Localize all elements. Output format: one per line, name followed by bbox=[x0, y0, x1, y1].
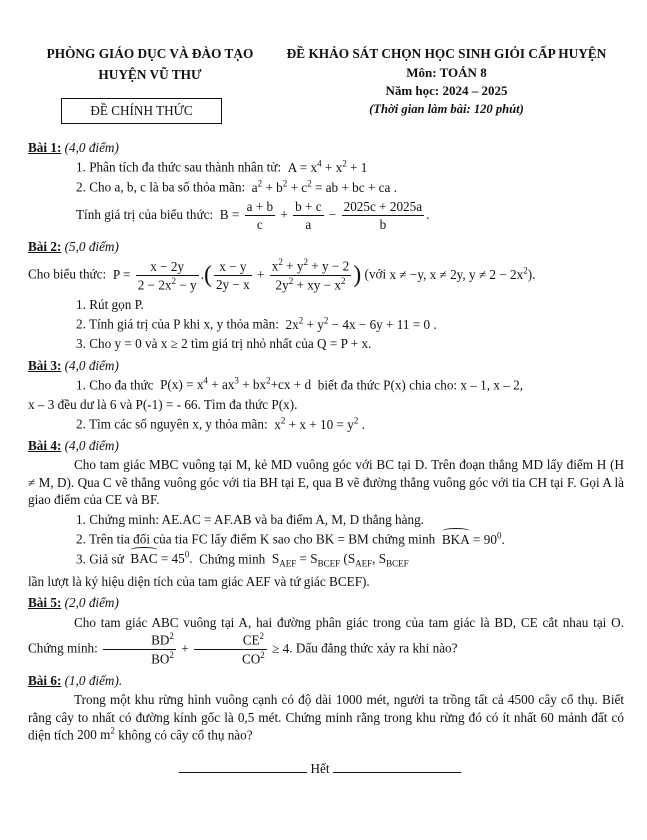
end-text: Hết bbox=[310, 761, 330, 776]
question-4-3-cont: lần lượt là ký hiệu diện tích của tam giác AEF và tứ giác BCEF). bbox=[28, 573, 370, 589]
issuer-department: PHÒNG GIÁO DỤC VÀ ĐÀO TẠO bbox=[46, 46, 254, 61]
section-points: (1,0 điểm). bbox=[64, 672, 123, 688]
section-bai-6 bbox=[28, 672, 624, 744]
question-3-2: 2. Tìm các số nguyên x, y thỏa mãn: $x^2 + x + 10 = y^2$ . bbox=[76, 415, 365, 432]
section-bai-3 bbox=[28, 357, 624, 433]
section-points: (4,0 điểm) bbox=[64, 357, 119, 373]
question-2-expr: Cho biểu thức: P = $\frac{x - 2y}{2 - 2x^2 - y}$ .( $\frac{x - y}{2y - x}$ + $\frac{x^2 + y^2 + y - 2}{2y^2 + xy - x^2}$ ) (với x ≠ −y, x ≠ 2y, $y \ne 2 - 2x^2$). bbox=[28, 257, 536, 293]
issuer-district: HUYỆN VŨ THƯ bbox=[98, 67, 202, 82]
question-4-intro: Cho tam giác MBC vuông tại M, kẻ MD vuông góc với BC tại D. Trên đoạn thẳng MD lấy điểm H (H ≠ M, D). Qua C vẽ thẳng vuông góc với tia BH tại E, qua B vẽ đường thẳng vuông góc với tia CH tại F. Gọi A là giao điểm của CE và BF. bbox=[28, 457, 624, 508]
section-points: (2,0 điểm) bbox=[64, 595, 119, 611]
question-2-2: 2. Tính giá trị của P khi x, y thỏa mãn: $2x^2 + y^2 - 4x - 6y + 11 = 0$ . bbox=[76, 315, 437, 332]
question-4-1: 1. Chứng minh: AE.AC = AF.AB và ba điểm A, M, D thẳng hàng. bbox=[76, 511, 424, 527]
section-label: Bài 1: bbox=[28, 140, 62, 155]
section-bai-4 bbox=[28, 437, 624, 590]
question-1-2: 2. Cho a, b, c là ba số thỏa mãn: $a^2 + b^2 + c^2$ = ab + bc + ca . bbox=[76, 178, 397, 195]
section-label: Bài 2: bbox=[28, 238, 62, 254]
question-6: Trong một khu rừng hình vuông cạnh có độ dài 1000 mét, người ta trồng tất cả 4500 cây cổ thụ. Biết rằng cây to nhất có đường kính gốc là 0,5 mét. Chứng minh rằng trong khu rừng đó có ít nhất 60 mảnh đất có diện tích 200 $m^2$ không có cây cổ thụ nào? bbox=[28, 692, 624, 743]
section-label: Bài 3: bbox=[28, 357, 62, 373]
section-bai-2 bbox=[28, 238, 624, 353]
section-title bbox=[28, 139, 624, 156]
section-points: (5,0 điểm) bbox=[64, 238, 119, 254]
section-title bbox=[28, 594, 624, 611]
section-label: Bài 5: bbox=[28, 595, 62, 611]
exam-body bbox=[28, 135, 624, 746]
question-2-3: 3. Cho y = 0 và x ≥ 2 tìm giá trị nhỏ nhất của Q = P + x. bbox=[76, 336, 372, 352]
question-3-1-cont: x – 3 đều dư là 6 và P(-1) = - 66. Tìm đa thức P(x). bbox=[28, 396, 298, 412]
section-title bbox=[28, 437, 624, 454]
exam-subject: Môn: TOÁN 8 bbox=[406, 65, 487, 80]
exam-year: Năm học: 2024 – 2025 bbox=[385, 83, 508, 98]
question-4-2: 2. Trên tia đối của tia FC lấy điểm K sao cho BK = BM chứng minh BKA = $90^0$. bbox=[76, 530, 505, 547]
section-bai-1 bbox=[28, 139, 624, 234]
section-title bbox=[28, 672, 624, 689]
question-1-1: 1. Phân tích đa thức sau thành nhân tử: $A = x^4 + x^2 + 1$ bbox=[76, 158, 368, 175]
section-title bbox=[28, 238, 624, 255]
question-4-3: 3. Giả sử BAC = $45^0$. Chứng minh $S_{AEF} = S_{BCEF}$ ($S_{AEF}$, $S_{BCEF}$ bbox=[76, 549, 409, 570]
question-1-2-expr: Tính giá trị của biểu thức: B = $\frac{a + b}{c}$ + $\frac{b + c}{a}$ − $\frac{2025c + 2025a}{b}$ . bbox=[76, 199, 430, 233]
section-points: (4,0 điểm) bbox=[64, 140, 119, 155]
section-title bbox=[28, 357, 624, 374]
end-marker bbox=[160, 760, 480, 777]
question-3-1: 1. Cho đa thức $P(x) = x^4 + ax^3 + bx^2+cx + d$ biết đa thức P(x) chia cho: x – 1, x – 2, bbox=[76, 376, 524, 393]
question-5: Cho tam giác ABC vuông tại A, hai đường phân giác trong của tam giác là BD, CE cắt nhau tại O. Chứng minh: $\frac{BD^2}{BO^2}$ + $\frac{CE^2}{CO^2}$ ≥ 4. Dấu đẳng thức xảy ra khi nào? bbox=[28, 614, 624, 667]
official-badge: ĐỀ CHÍNH THỨC bbox=[61, 98, 222, 124]
issuer-block bbox=[30, 43, 270, 85]
section-label: Bài 6: bbox=[28, 672, 62, 688]
section-bai-5 bbox=[28, 594, 624, 667]
exam-time: (Thời gian làm bài: 120 phút) bbox=[369, 102, 524, 116]
section-points: (4,0 điểm) bbox=[64, 438, 119, 454]
end-rule-right bbox=[333, 772, 461, 773]
end-rule-left bbox=[179, 772, 307, 773]
exam-title: ĐỀ KHẢO SÁT CHỌN HỌC SINH GIỎI CẤP HUYỆN bbox=[286, 46, 607, 61]
section-label: Bài 4: bbox=[28, 438, 62, 454]
question-2-1: 1. Rút gọn P. bbox=[76, 296, 144, 312]
exam-title-block bbox=[264, 43, 629, 118]
